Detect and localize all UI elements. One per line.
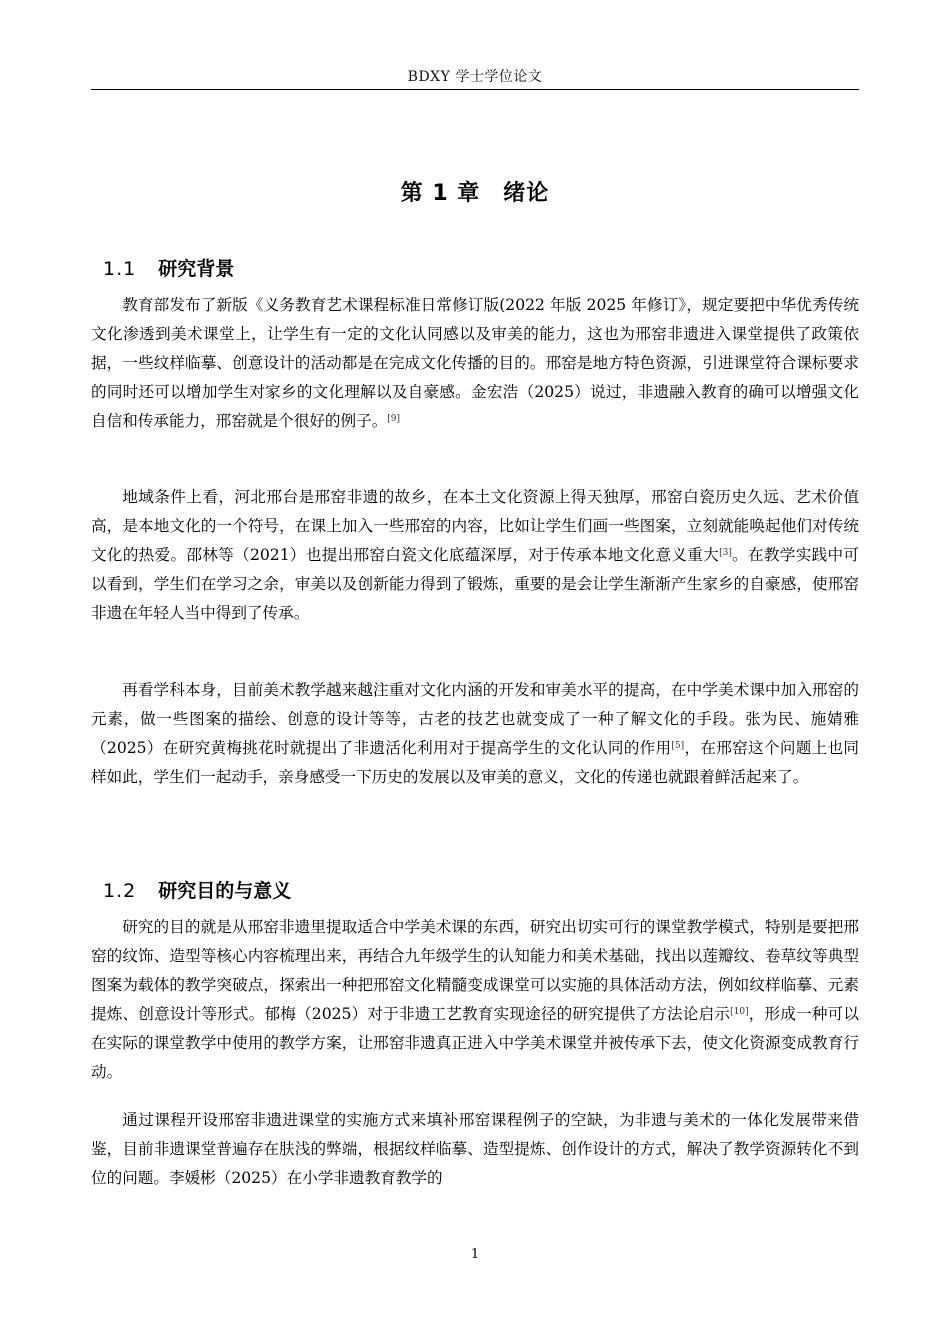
paragraph-text: 教育部发布了新版《义务教育艺术课程标准日常修订版(2022 年版 2025 年修订》，规定要把中华优秀传统文化渗透到美术课堂上，让学生有一定的文化认同感以及审美的能力，这也为邢窑非遗进入课堂提供了政策依据，一些纹样临摹、创意设计的活动都是在完成文化传播的目的。邢窑是地方特色资源，引进课堂符合课标要求的同时还可以增加学生对家乡的文化理解以及自豪感。金宏浩（2025）说过，非遗融入教育的确可以增强文化自信和传承能力，邢窑就是个很好的例子。	[91, 296, 859, 430]
paragraph	[91, 676, 859, 792]
paragraph-text: 再看学科本身，目前美术教学越来越注重对文化内涵的开发和审美水平的提高，在中学美术课中加入邢窑的元素，做一些图案的描绘、创意的设计等等，古老的技艺也就变成了一种了解文化的手段。张为民、施婧雅（2025）在研究黄梅挑花时就提出了非遗活化利用对于提高学生的文化认同的作用	[91, 681, 859, 757]
paragraph-tail: ，在邢窑这个问题上也同样如此，学生们一起动手，亲身感受一下历史的发展以及审美的意义，文化的传递也就跟着鲜活起来了。	[91, 739, 859, 786]
paragraph-text: 地域条件上看，河北邢台是邢窑非遗的故乡，在本土文化资源上得天独厚，邢窑白瓷历史久远、艺术价值高，是本地文化的一个符号，在课上加入一些邢窑的内容，比如让学生们画一些图案，立刻就能唤起他们对传统文化的热爱。邵林等（2021）也提出邢窑白瓷文化底蕴深厚，对于传承本地文化意义重大	[91, 488, 859, 564]
paragraph-text: 研究的目的就是从邢窑非遗里提取适合中学美术课的东西，研究出切实可行的课堂教学模式，特别是要把邢窑的纹饰、造型等核心内容梳理出来，再结合九年级学生的认知能力和美术基础，找出以莲瓣纹、卷草纹等典型图案为载体的教学突破点，探索出一种把邢窑文化精髓变成课堂可以实施的具体活动方法，例如纹样临摹、元素提炼、创意设计等形式。郁梅（2025）对于非遗工艺教育实现途径的研究提供了方法论启示	[91, 918, 859, 1023]
section-heading-1-2	[103, 876, 291, 903]
header-rule	[91, 89, 859, 90]
section-heading-1-1	[103, 254, 234, 281]
section-number: 1.2	[103, 880, 137, 902]
section-title-text: 研究目的与意义	[158, 880, 292, 902]
section-number: 1.1	[103, 258, 137, 280]
citation: [5]	[671, 741, 685, 751]
chapter-title: 第 1 章 绪论	[400, 181, 550, 206]
citation: [9]	[387, 414, 401, 424]
citation: [10]	[730, 1007, 749, 1017]
paragraph	[91, 291, 859, 436]
paragraph-tail: 。在教学实践中可以看到，学生们在学习之余，审美以及创新能力得到了锻炼，重要的是会让学生渐渐产生家乡的自豪感，使邢窑非遗在年轻人当中得到了传承。	[91, 546, 859, 622]
page-number: 1	[470, 1247, 480, 1262]
paragraph	[91, 913, 859, 1087]
paragraph-tail: ，形成一种可以在实际的课堂教学中使用的教学方案，让邢窑非遗真正进入中学美术课堂并被传承下去，使文化资源变成教育行动。	[91, 1005, 859, 1081]
paragraph-text: 通过课程开设邢窑非遗进课堂的实施方式来填补邢窑课程例子的空缺，为非遗与美术的一体化发展带来借鉴，目前非遗课堂普遍存在肤浅的弊端，根据纹样临摹、造型提炼、创作设计的方式，解决了教学资源转化不到位的问题。李媛彬（2025）在小学非遗教育教学的	[91, 1111, 859, 1187]
citation: [3]	[719, 548, 732, 558]
paragraph	[91, 483, 859, 628]
running-header: BDXY 学士学位论文	[407, 69, 543, 85]
paragraph	[91, 1106, 859, 1193]
section-title-text: 研究背景	[158, 258, 235, 280]
